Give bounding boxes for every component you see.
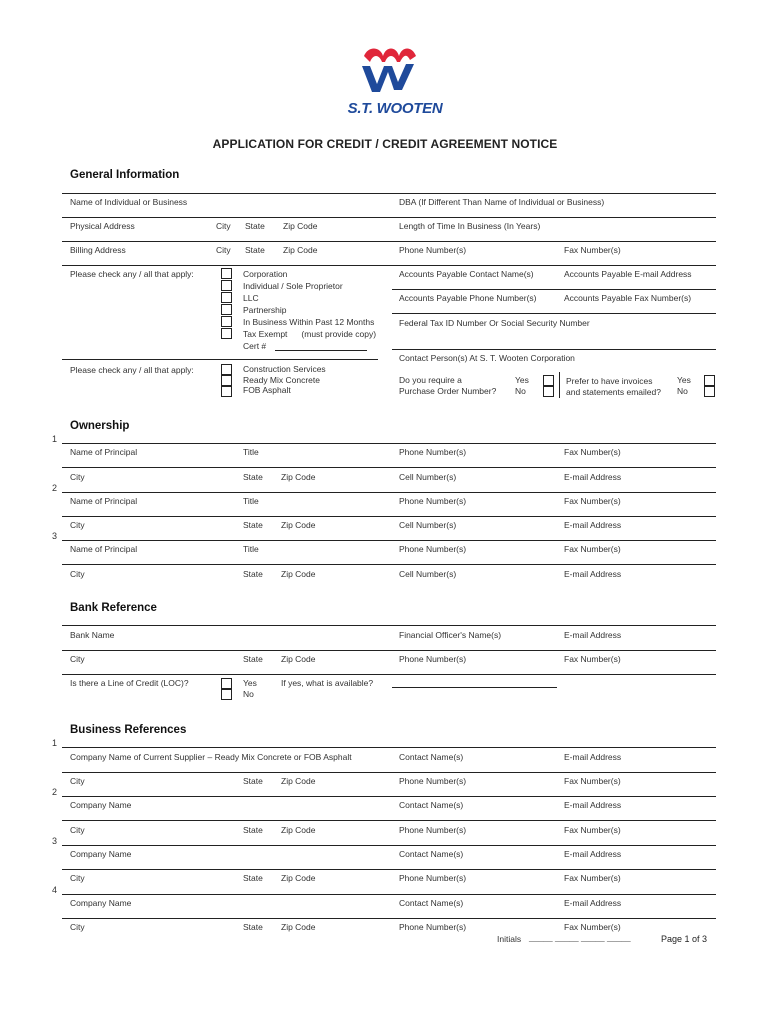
po-yes-checkbox[interactable]	[543, 375, 554, 386]
divider	[62, 625, 716, 626]
company-logo	[347, 42, 443, 122]
initials-blanks[interactable]: _____ _____ _____ _____	[529, 932, 631, 942]
ref-company-label: Company Name	[70, 800, 132, 810]
ref-company-label: Company Name	[70, 849, 132, 859]
corporation-checkbox[interactable]	[221, 268, 232, 279]
check-prompt-services: Please check any / all that apply:	[70, 365, 194, 375]
divider	[62, 540, 716, 541]
bank-zip-label: Zip Code	[281, 654, 316, 664]
principal-phone-label: Phone Number(s)	[399, 447, 467, 457]
ref-fax-label: Fax Number(s)	[564, 922, 621, 932]
principal-phone-label: Phone Number(s)	[399, 544, 467, 554]
invoice-yes-checkbox[interactable]	[704, 375, 715, 386]
owner-number-1: 1	[52, 434, 58, 444]
zip-label: Zip Code	[283, 245, 318, 255]
physical-address-label: Physical Address	[70, 221, 135, 231]
bank-fax-label: Fax Number(s)	[564, 654, 621, 664]
divider	[62, 796, 716, 797]
loc-no-label: No	[243, 689, 254, 699]
ref-email-label: E-mail Address	[564, 898, 622, 908]
divider	[62, 492, 716, 493]
ref-contact-label: Contact Name(s)	[399, 849, 464, 859]
divider	[62, 359, 378, 360]
ready-mix-label: Ready Mix Concrete	[243, 374, 321, 385]
divider	[392, 313, 716, 314]
divider	[62, 467, 716, 468]
section-heading-bank: Bank Reference	[70, 602, 157, 614]
financial-officer-label: Financial Officer's Name(s)	[399, 630, 502, 640]
divider	[62, 674, 716, 675]
loc-options	[243, 678, 257, 700]
ref-contact-label: Contact Name(s)	[399, 898, 464, 908]
ref-number-4: 4	[52, 885, 58, 895]
principal-state-label: State	[243, 569, 263, 579]
ap-phone-label: Accounts Payable Phone Number(s)	[399, 293, 537, 303]
llc-checkbox[interactable]	[221, 292, 232, 303]
ref-zip-label: Zip Code	[281, 776, 316, 786]
principal-fax-label: Fax Number(s)	[564, 544, 621, 554]
cert-label: Cert #	[243, 341, 267, 351]
po-no-checkbox[interactable]	[543, 386, 554, 397]
divider	[62, 845, 716, 846]
divider	[392, 349, 716, 350]
tax-exempt-checkbox[interactable]	[221, 328, 232, 339]
po-options	[515, 375, 529, 396]
divider	[62, 820, 716, 821]
invoice-question-line1: Prefer to have invoices	[566, 376, 653, 386]
loc-yes-label: Yes	[243, 678, 257, 688]
construction-services-checkbox[interactable]	[221, 364, 232, 375]
po-question	[399, 375, 496, 396]
divider	[62, 650, 716, 651]
loc-question: Is there a Line of Credit (LOC)?	[70, 678, 189, 688]
ref-zip-label: Zip Code	[281, 873, 316, 883]
cert-number-field[interactable]	[275, 350, 367, 351]
ref-company-label: Company Name	[70, 898, 132, 908]
principal-email-label: E-mail Address	[564, 520, 622, 530]
divider	[62, 241, 716, 242]
logo-wordmark: S.T. WOOTEN	[347, 100, 443, 117]
divider	[62, 772, 716, 773]
ref-fax-label: Fax Number(s)	[564, 825, 621, 835]
principal-cell-label: Cell Number(s)	[399, 569, 457, 579]
invoice-question-line2: and statements emailed?	[566, 386, 661, 397]
ref-email-label: E-mail Address	[564, 752, 622, 762]
section-heading-business-refs: Business References	[70, 724, 187, 736]
sole-proprietor-checkbox[interactable]	[221, 280, 232, 291]
principal-zip-label: Zip Code	[281, 520, 316, 530]
divider	[62, 265, 716, 266]
invoice-yes-label: Yes	[677, 375, 691, 385]
state-label: State	[245, 245, 265, 255]
page-title: APPLICATION FOR CREDIT / CREDIT AGREEMENT NOTICE	[212, 137, 558, 151]
federal-tax-id-label: Federal Tax ID Number Or Social Security Number	[399, 318, 590, 328]
ap-fax-label: Accounts Payable Fax Number(s)	[564, 293, 692, 303]
owner-number-3: 3	[52, 531, 58, 541]
principal-city-label: City	[70, 472, 85, 482]
principal-email-label: E-mail Address	[564, 472, 622, 482]
supplier-name-label: Company Name of Current Supplier – Ready Mix Concrete or FOB Asphalt	[70, 752, 352, 762]
fax-label: Fax Number(s)	[564, 245, 621, 255]
ap-email-label: Accounts Payable E-mail Address	[564, 269, 692, 279]
ref-city-label: City	[70, 776, 85, 786]
ref-city-label: City	[70, 873, 85, 883]
ref-state-label: State	[243, 922, 263, 932]
section-heading-ownership: Ownership	[70, 420, 130, 432]
city-label: City	[216, 245, 231, 255]
city-label: City	[216, 221, 231, 231]
principal-title-label: Title	[243, 447, 259, 457]
bank-name-label: Bank Name	[70, 630, 115, 640]
po-question-line1: Do you require a	[399, 375, 462, 385]
dba-field-label: DBA (If Different Than Name of Individual or Business)	[399, 197, 605, 207]
services-list	[243, 364, 326, 396]
tax-exempt-row	[243, 328, 376, 340]
divider	[62, 217, 716, 218]
ref-city-label: City	[70, 922, 85, 932]
partnership-checkbox[interactable]	[221, 304, 232, 315]
ref-number-1: 1	[52, 738, 58, 748]
ref-phone-label: Phone Number(s)	[399, 873, 467, 883]
loc-available-label: If yes, what is available?	[281, 678, 374, 688]
ref-phone-label: Phone Number(s)	[399, 825, 467, 835]
principal-zip-label: Zip Code	[281, 569, 316, 579]
in-business-12-months-checkbox[interactable]	[221, 316, 232, 327]
bank-phone-label: Phone Number(s)	[399, 654, 467, 664]
vertical-divider	[559, 372, 560, 398]
principal-city-label: City	[70, 520, 85, 530]
invoice-no-checkbox[interactable]	[704, 386, 715, 397]
ap-contact-label: Accounts Payable Contact Name(s)	[399, 269, 534, 279]
principal-name-label: Name of Principal	[70, 544, 138, 554]
principal-email-label: E-mail Address	[564, 569, 622, 579]
principal-state-label: State	[243, 472, 263, 482]
page-number: Page 1 of 3	[661, 934, 708, 944]
state-label: State	[245, 221, 265, 231]
principal-name-label: Name of Principal	[70, 447, 138, 457]
po-question-line2: Purchase Order Number?	[399, 385, 497, 396]
check-prompt: Please check any / all that apply:	[70, 269, 194, 279]
principal-name-label: Name of Principal	[70, 496, 138, 506]
corporation-label: Corporation	[243, 269, 288, 279]
divider	[62, 564, 716, 565]
principal-phone-label: Phone Number(s)	[399, 496, 467, 506]
po-yes-label: Yes	[515, 375, 529, 385]
entity-type-list	[243, 268, 376, 352]
ref-fax-label: Fax Number(s)	[564, 873, 621, 883]
name-field-label: Name of Individual or Business	[70, 197, 188, 207]
principal-title-label: Title	[243, 544, 259, 554]
po-no-label: No	[515, 385, 526, 396]
invoice-email-question	[566, 376, 661, 397]
loc-available-field[interactable]	[392, 687, 557, 688]
divider	[62, 918, 716, 919]
partnership-label: Partnership	[243, 305, 287, 315]
divider	[62, 193, 716, 194]
divider	[62, 516, 716, 517]
ref-email-label: E-mail Address	[564, 849, 622, 859]
phone-label: Phone Number(s)	[399, 245, 467, 255]
principal-state-label: State	[243, 520, 263, 530]
ref-email-label: E-mail Address	[564, 800, 622, 810]
owner-number-2: 2	[52, 483, 58, 493]
principal-zip-label: Zip Code	[281, 472, 316, 482]
in-business-12-months-label: In Business Within Past 12 Months	[243, 317, 375, 327]
invoice-options	[677, 375, 691, 396]
contact-persons-label: Contact Person(s) At S. T. Wooten Corporation	[399, 353, 575, 363]
ref-phone-label: Phone Number(s)	[399, 922, 467, 932]
bank-city-label: City	[70, 654, 85, 664]
ref-state-label: State	[243, 825, 263, 835]
fob-asphalt-checkbox[interactable]	[221, 386, 232, 397]
ref-number-3: 3	[52, 836, 58, 846]
bank-email-label: E-mail Address	[564, 630, 622, 640]
tax-exempt-label: Tax Exempt	[243, 329, 288, 339]
principal-title-label: Title	[243, 496, 259, 506]
loc-no-checkbox[interactable]	[221, 689, 232, 700]
construction-services-label: Construction Services	[243, 364, 326, 374]
zip-label: Zip Code	[283, 221, 318, 231]
length-in-business-label: Length of Time In Business (In Years)	[399, 221, 541, 231]
bank-state-label: State	[243, 654, 263, 664]
ref-state-label: State	[243, 776, 263, 786]
loc-yes-checkbox[interactable]	[221, 678, 232, 689]
ready-mix-checkbox[interactable]	[221, 375, 232, 386]
ref-zip-label: Zip Code	[281, 922, 316, 932]
billing-address-label: Billing Address	[70, 245, 126, 255]
principal-fax-label: Fax Number(s)	[564, 496, 621, 506]
ref-city-label: City	[70, 825, 85, 835]
principal-city-label: City	[70, 569, 85, 579]
sole-proprietor-label: Individual / Sole Proprietor	[243, 281, 343, 291]
principal-cell-label: Cell Number(s)	[399, 520, 457, 530]
divider	[62, 443, 716, 444]
invoice-no-label: No	[677, 385, 688, 396]
initials-label: Initials	[497, 934, 522, 944]
ref-zip-label: Zip Code	[281, 825, 316, 835]
divider	[62, 869, 716, 870]
principal-cell-label: Cell Number(s)	[399, 472, 457, 482]
ref-phone-label: Phone Number(s)	[399, 776, 467, 786]
ref-number-2: 2	[52, 787, 58, 797]
divider	[62, 894, 716, 895]
ref-contact-label: Contact Name(s)	[399, 752, 464, 762]
tax-exempt-note: (must provide copy)	[301, 329, 377, 339]
llc-label: LLC	[243, 293, 259, 303]
divider	[62, 747, 716, 748]
ref-state-label: State	[243, 873, 263, 883]
principal-fax-label: Fax Number(s)	[564, 447, 621, 457]
ref-fax-label: Fax Number(s)	[564, 776, 621, 786]
logo-mark-icon	[350, 42, 440, 97]
fob-asphalt-label: FOB Asphalt	[243, 385, 291, 395]
divider	[392, 289, 716, 290]
section-heading-general: General Information	[70, 169, 180, 181]
ref-contact-label: Contact Name(s)	[399, 800, 464, 810]
